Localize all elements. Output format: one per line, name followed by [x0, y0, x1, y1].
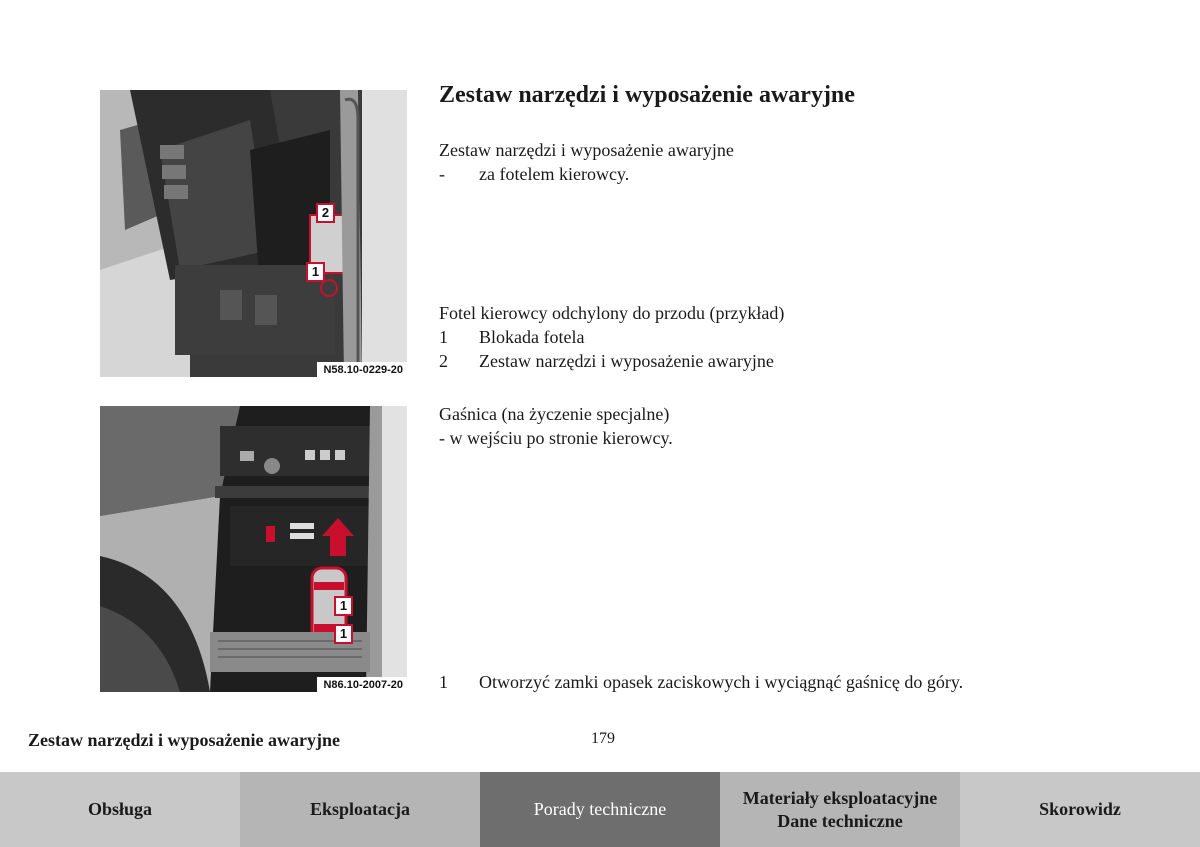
extinguisher-title: Gaśnica (na życzenie specjalne) — [439, 404, 670, 424]
step-row — [439, 670, 963, 694]
nav-tab-skorowidz[interactable] — [960, 772, 1200, 847]
nav-tab-label: Obsługa — [87, 799, 153, 819]
nav-tab-label-line2: Dane techniczne — [777, 810, 903, 831]
bullet-text: za fotelem kierowcy. — [479, 164, 630, 184]
nav-tab-porady-techniczne[interactable] — [480, 772, 720, 847]
chapter-navigation — [0, 772, 1200, 847]
nav-tab-label: Eksploatacja — [309, 799, 410, 819]
footer-section-title: Zestaw narzędzi i wyposażenie awaryjne — [28, 730, 340, 750]
instruction-step — [439, 670, 963, 694]
callout-1-lower: 1 — [334, 624, 353, 644]
seat-photo-illustration — [100, 90, 407, 377]
nav-tab-label: Skorowidz — [1039, 799, 1121, 819]
callout-1: 1 — [306, 262, 325, 282]
figure-code: N86.10-2007-20 — [317, 677, 407, 692]
extinguisher-location: - w wejściu po stronie kierowcy. — [439, 428, 673, 448]
nav-tab-obsluga[interactable] — [0, 772, 240, 847]
extinguisher-photo-illustration — [100, 406, 407, 692]
callout-2: 2 — [316, 203, 335, 223]
callout-1-upper: 1 — [334, 596, 353, 616]
step-number: 1 — [439, 672, 448, 692]
legend-item — [439, 325, 784, 349]
page-heading: Zestaw narzędzi i wyposażenie awaryjne — [439, 82, 855, 108]
figure-fire-extinguisher — [100, 406, 407, 692]
intro-paragraph — [439, 138, 734, 186]
page-number: 179 — [591, 730, 615, 747]
legend-item-number: 2 — [439, 351, 448, 371]
legend-item-text: Blokada fotela — [479, 327, 585, 347]
nav-tab-materialy-dane[interactable] — [720, 772, 960, 847]
bullet-marker: - — [439, 164, 445, 184]
figure-seat-tilted — [100, 90, 407, 377]
step-text: Otworzyć zamki opasek zaciskowych i wyciągnąć gaśnicę do góry. — [479, 672, 964, 692]
figure-code: N58.10-0229-20 — [317, 362, 407, 377]
intro-bullet — [439, 162, 734, 186]
legend-item-text: Zestaw narzędzi i wyposażenie awaryjne — [479, 351, 774, 371]
nav-tab-eksploatacja[interactable] — [240, 772, 480, 847]
nav-tab-label-line1: Materiały eksploatacyjne — [742, 787, 938, 808]
intro-line: Zestaw narzędzi i wyposażenie awaryjne — [439, 140, 734, 160]
legend-item — [439, 349, 784, 373]
extinguisher-paragraph — [439, 402, 673, 450]
nav-tab-label: Porady techniczne — [533, 799, 667, 819]
legend-caption: Fotel kierowcy odchylony do przodu (przykład) — [439, 303, 785, 323]
legend-item-number: 1 — [439, 327, 448, 347]
figure1-legend — [439, 301, 784, 373]
